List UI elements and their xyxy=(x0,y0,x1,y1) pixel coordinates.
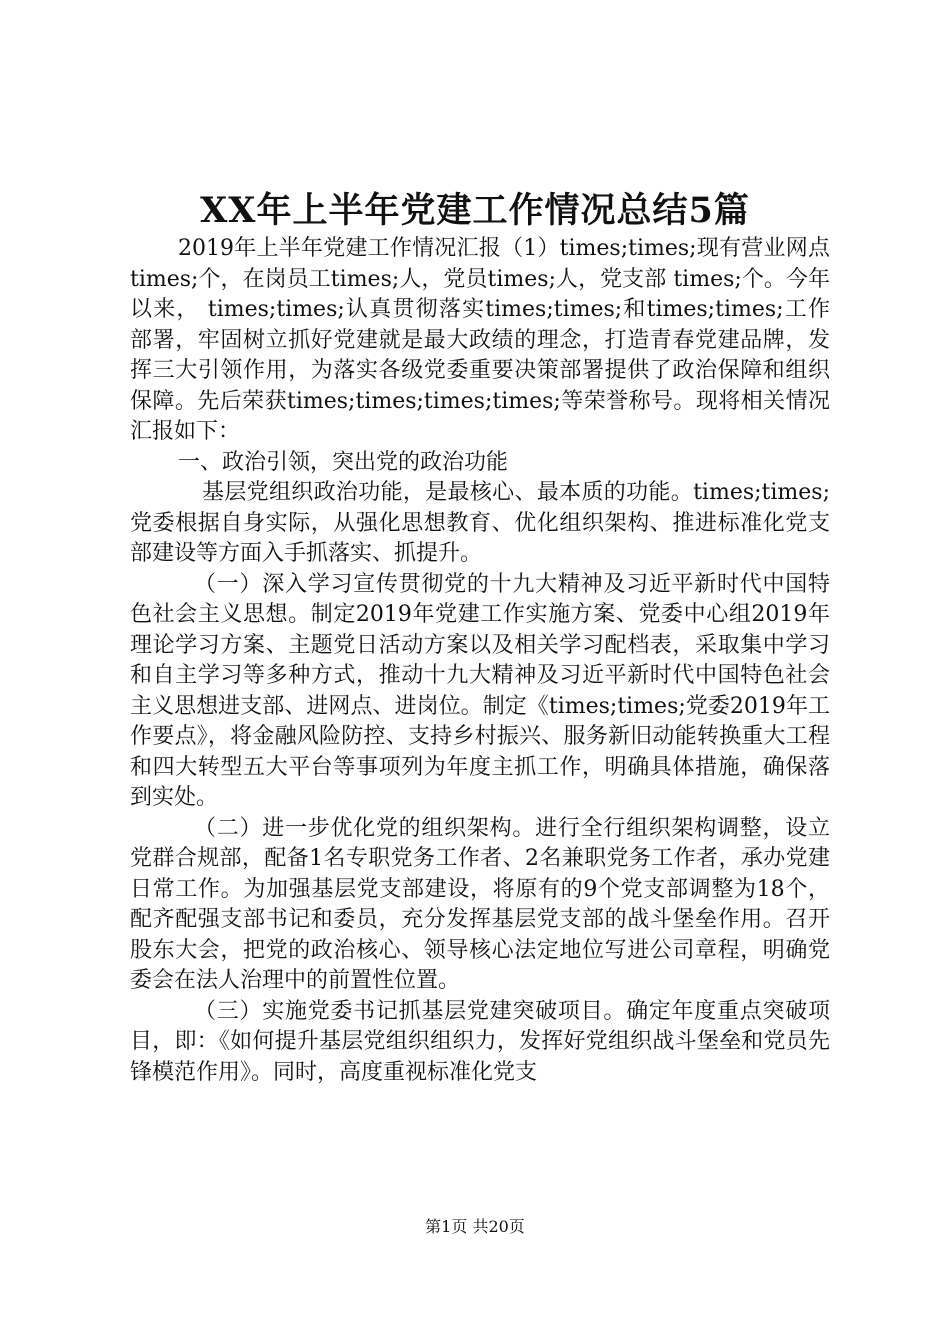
document-body xyxy=(130,234,830,1088)
section-heading: 一、政治引领，突出党的政治功能 xyxy=(178,449,509,475)
paragraph-political-function: 基层党组织政治功能，是最核心、最本质的功能。times;times;党委根据自身实际，从强化思想教育、优化组织架构、推进标准化党支部建设等方面入手抓落实、抓提升。 xyxy=(130,480,830,566)
document-title: XX年上半年党建工作情况总结5篇 xyxy=(200,190,750,231)
paragraph-intro: 2019年上半年党建工作情况汇报（1）times;times;现有营业网点times;个，在岗员工times;人，党员times;人，党支部 times;个。今年以来， times;times;认真贯彻落实times;times;和times;times;工作部署，牢固树立抓好党建就是最大政绩的理念，打造青春党建品牌，发挥三大引领作用，为落实各级党委重要决策部署提供了政治保障和组织保障。先后荣获times;times;times;times;等荣誉称号。现将相关情况汇报如下： xyxy=(130,236,830,444)
paragraph-item-2: （二）进一步优化党的组织架构。进行全行组织架构调整，设立党群合规部，配备1名专职党务工作者、2名兼职党务工作者，承办党建日常工作。为加强基层党支部建设，将原有的9个党支部调整为18个，配齐配强支部书记和委员，充分发挥基层党支部的战斗堡垒作用。召开股东大会，把党的政治核心、领导核心法定地位写进公司章程，明确党委会在法人治理中的前置性位置。 xyxy=(130,815,830,993)
paragraph-item-3: （三）实施党委书记抓基层党建突破项目。确定年度重点突破项目，即：《如何提升基层党组织组织力，发挥好党组织战斗堡垒和党员先锋模范作用》。同时，高度重视标准化党支 xyxy=(130,998,830,1085)
paragraph-item-1: （一）深入学习宣传贯彻党的十九大精神及习近平新时代中国特色社会主义思想。制定2019年党建工作实施方案、党委中心组2019年理论学习方案、主题党日活动方案以及相关学习配档表，采取集中学习和自主学习等多种方式，推动十九大精神及习近平新时代中国特色社会主义思想进支部、进网点、进岗位。制定《times;times;党委2019年工作要点》，将金融风险防控、支持乡村振兴、服务新旧动能转换重大工程和四大转型五大平台等事项列为年度主抓工作，明确具体措施，确保落到实处。 xyxy=(130,571,830,810)
page-number-footer: 第1页 共20页 xyxy=(425,1217,525,1236)
